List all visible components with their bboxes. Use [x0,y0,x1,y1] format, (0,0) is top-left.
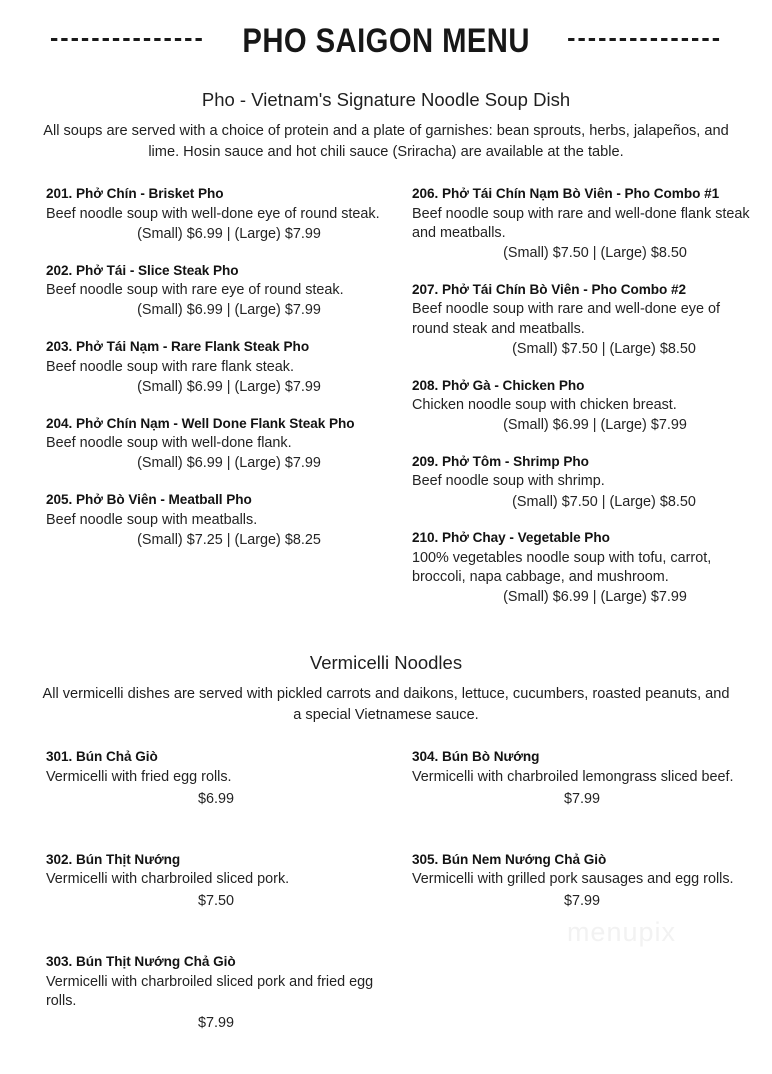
menu-item-price: (Small) $7.50 | (Large) $8.50 [503,245,687,262]
vermicelli-left-column [46,747,386,1073]
menu-item-name: 201. Phở Chín - Brisket Pho [46,186,224,202]
menu-item[interactable] [412,747,752,809]
pho-items-columns [0,184,772,624]
menu-item-name: 209. Phở Tôm - Shrimp Pho [412,454,589,470]
menu-item[interactable] [46,261,386,321]
menu-item[interactable] [46,184,386,244]
menu-item[interactable] [46,850,386,912]
menu-item-price: (Small) $6.99 | (Large) $7.99 [503,417,687,434]
menu-item-price: (Small) $6.99 | (Large) $7.99 [137,455,321,472]
menu-item-description: Vermicelli with charbroiled sliced pork. [46,871,290,888]
menu-item-price: (Small) $6.99 | (Large) $7.99 [137,225,321,242]
section-description-pho: All soups are served with a choice of protein and a plate of garnishes: bean sprouts, herbs, jalapeños, and lime. Hosin sauce and hot chili sauce (Sriracha) are available at the table. [43,123,729,160]
menu-item-name: 210. Phở Chay - Vegetable Pho [412,530,610,546]
menu-item-name: 304. Bún Bò Nướng [412,749,540,765]
menu-item-description: Beef noodle soup with rare and well-done eye of round steak and meatballs. [412,301,721,337]
menu-item-description: Beef noodle soup with shrimp. [412,473,605,490]
menu-item-price: $7.99 [563,893,600,910]
menu-item-description: Beef noodle soup with well-done flank. [46,435,292,452]
menu-item-name: 203. Phở Tái Nạm - Rare Flank Steak Pho [46,339,310,355]
menu-item-price: $7.99 [197,1015,234,1031]
vermicelli-right-column [412,747,752,1073]
menu-item[interactable] [46,337,386,397]
menu-item-description: Vermicelli with charbroiled sliced pork and fried egg rolls. [46,973,374,1009]
menu-item-price: $7.99 [563,791,600,807]
menu-item[interactable] [412,376,752,436]
menu-item-description: 100% vegetables noodle soup with tofu, carrot, broccoli, napa cabbage, and mushroom. [412,549,712,585]
menu-item-description: Vermicelli with fried egg rolls. [46,768,232,785]
pho-left-column [46,184,386,624]
menu-item-description: Beef noodle soup with rare flank steak. [46,358,294,375]
menu-item-name: 208. Phở Gà - Chicken Pho [412,377,585,393]
menu-item-name: 301. Bún Chả Giò [46,749,158,765]
menu-title-row [0,0,772,61]
menu-item[interactable] [412,184,752,264]
menu-item-description: Beef noodle soup with rare and well-done flank steak and meatballs. [412,205,750,241]
menu-item-name: 204. Phở Chín Nạm - Well Done Flank Steak Pho [46,415,355,431]
menu-item[interactable] [412,528,752,608]
menu-item[interactable] [412,452,752,512]
menu-item-name: 302. Bún Thịt Nướng [46,851,181,867]
menu-item-price: (Small) $7.50 | (Large) $8.50 [512,340,696,357]
menu-item-price: (Small) $7.50 | (Large) $8.50 [512,493,696,510]
menu-item-price: (Small) $6.99 | (Large) $7.99 [137,302,321,319]
menu-item[interactable] [46,747,386,809]
menu-item-name: 206. Phở Tái Chín Nạm Bò Viên - Pho Combo #1 [412,186,720,202]
page-title: PHO SAIGON MENU [242,22,530,60]
menu-item-description: Beef noodle soup with rare eye of round steak. [46,282,344,299]
menu-item[interactable] [46,490,386,550]
menu-item-price: $6.99 [197,791,234,807]
menu-item[interactable] [46,952,386,1034]
menupix-watermark: menupix [566,917,676,947]
menu-item[interactable] [412,280,752,360]
menu-item-name: 303. Bún Thịt Nướng Chả Giò [46,954,236,970]
menu-item-price: $7.50 [197,893,234,910]
menu-item-name: 205. Phở Bò Viên - Meatball Pho [46,492,252,508]
spacer-pho [0,162,772,184]
menu-item-price: (Small) $7.25 | (Large) $8.25 [137,531,321,548]
title-dashes-left: --------------- [49,24,205,52]
title-dashes-right: --------------- [567,24,723,52]
menu-item-name: 202. Phở Tái - Slice Steak Pho [46,262,239,278]
menu-item-name: 305. Bún Nem Nướng Chả Giò [412,851,607,867]
menu-item-price: (Small) $6.99 | (Large) $7.99 [137,378,321,395]
menu-item[interactable] [412,850,752,912]
section-description-vermicelli: All vermicelli dishes are served with pickled carrots and daikons, lettuce, cucumbers, roasted peanuts, and a special Vietnamese sauce. [42,686,730,723]
pho-right-column [412,184,752,624]
section-title-pho: Pho - Vietnam's Signature Noodle Soup Dish [201,89,571,110]
menu-item-description: Beef noodle soup with meatballs. [46,511,258,528]
menu-item-description: Vermicelli with charbroiled lemongrass sliced beef. [412,768,734,785]
menu-item-price: (Small) $6.99 | (Large) $7.99 [503,589,687,606]
menu-item-name: 207. Phở Tái Chín Bò Viên - Pho Combo #2 [412,282,687,298]
menu-item-description: Beef noodle soup with well-done eye of round steak. [46,205,380,222]
spacer-vermicelli [0,725,772,747]
menu-item[interactable] [46,414,386,474]
menu-item-description: Chicken noodle soup with chicken breast. [412,396,677,413]
section-title-vermicelli: Vermicelli Noodles [309,652,463,674]
menu-item-description: Vermicelli with grilled pork sausages and egg rolls. [412,871,734,888]
vermicelli-items-columns [0,747,772,1073]
